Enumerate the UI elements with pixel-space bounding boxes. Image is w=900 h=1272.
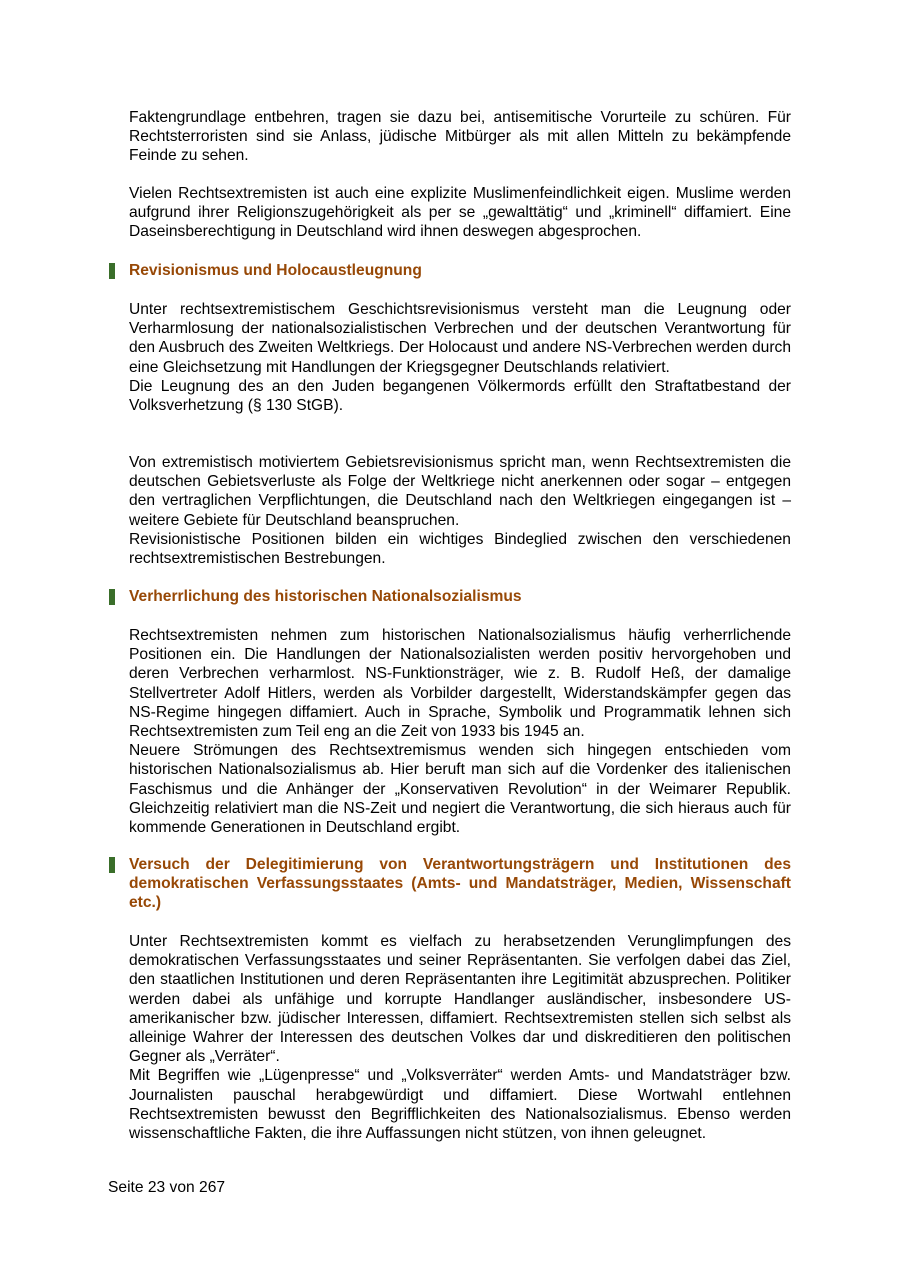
section-heading-verherrlichung: Verherrlichung des historischen Nationalsozialismus (129, 588, 522, 605)
section-paragraph: Die Leugnung des an den Juden begangenen Völkermords erfüllt den Straftatbestand der Volksverhetzung (§ 130 StGB). (129, 377, 791, 415)
section-paragraph: Unter Rechtsextremisten kommt es vielfach zu herabsetzenden Verunglimpfungen des demokratischen Verfassungsstaates und seiner Repräsentanten. Sie verfolgen dabei das Ziel, den staatlichen Institutionen und deren Repräsentanten ihre Legitimität abzusprechen. Politiker werden dabei als unfähige und korrupte Handlanger ausländischer, insbesondere US-amerikanischer bzw. jüdischer Interessen, diffamiert. Rechtsextremisten stellen sich selbst als alleinige Wahrer der Interessen des deutschen Volkes dar und diskreditieren den politischen Gegner als „Verräter“. (129, 933, 791, 1066)
section-delegitimierung-block (129, 932, 791, 1143)
section-paragraph: Neuere Strömungen des Rechtsextremismus wenden sich hingegen entschieden vom historischen Nationalsozialismus ab. Hier beruft man sich auf die Vordenker des italienischen Faschismus und die Anhänger der „Konservativen Revolution“ in der Weimarer Republik. Gleichzeitig relativiert man die NS-Zeit und negiert die Verantwortung, die sich hieraus auch für kommende Generationen in Deutschland ergibt. (129, 742, 791, 837)
section-paragraph: Unter rechtsextremistischem Geschichtsrevisionismus versteht man die Leugnung oder Verharmlosung der nationalsozialistischen Verbrechen und der deutschen Verantwortung für den Ausbruch des Zweiten Weltkriegs. Der Holocaust und andere NS-Verbrechen werden durch eine Gleichsetzung mit Handlungen der Kriegsgegner Deutschlands relativiert. (129, 301, 791, 376)
intro-block-2 (129, 184, 791, 242)
section-heading-delegitimierung: Versuch der Delegitimierung von Verantwortungsträgern und Institutionen des demokratischen Verfassungsstaates (Amts- und Mandatsträger, Medien, Wissenschaft etc.) (129, 856, 791, 912)
section-paragraph: Revisionistische Positionen bilden ein wichtiges Bindeglied zwischen den verschiedenen rechtsextremistischen Bestrebungen. (129, 530, 791, 568)
intro-paragraph-2: Vielen Rechtsextremisten ist auch eine explizite Muslimenfeindlichkeit eigen. Muslime werden aufgrund ihrer Religionszugehörigkeit als per se „gewalttätig“ und „kriminell“ diffamiert. Eine Daseinsberechtigung in Deutschland wird ihnen deswegen abgesprochen. (129, 185, 791, 241)
intro-block (129, 108, 791, 166)
section-revisionismus-block-2 (129, 453, 791, 568)
page-number: Seite 23 von 267 (108, 1179, 226, 1196)
section-marker-icon (109, 857, 115, 873)
section-paragraph: Mit Begriffen wie „Lügenpresse“ und „Volksverräter“ werden Amts- und Mandatsträger bzw. Journalisten pauschal herabgewürdigt und diffamiert. Diese Wortwahl entlehnen Rechtsextremisten bewusst den Begrifflichkeiten des Nationalsozialismus. Ebenso werden wissenschaftliche Fakten, die ihre Auffassungen nicht stützen, von ihnen geleugnet. (129, 1067, 791, 1143)
section-marker-icon (109, 263, 115, 279)
intro-paragraph-1: Faktengrundlage entbehren, tragen sie dazu bei, antisemitische Vorurteile zu schüren. Für Rechtsterroristen sind sie Anlass, jüdische Mitbürger als mit allen Mitteln zu bekämpfende Feinde zu sehen. (129, 109, 791, 165)
section-paragraph: Von extremistisch motiviertem Gebietsrevisionismus spricht man, wenn Rechtsextremisten die deutschen Gebietsverluste als Folge der Weltkriege nicht anerkennen oder sogar – entgegen den vertraglichen Verpflichtungen, die Deutschland nach den Weltkriegen eingegangen ist – weitere Gebiete für Deutschland beanspruchen. (129, 454, 791, 529)
section-paragraph: Rechtsextremisten nehmen zum historischen Nationalsozialismus häufig verherrlichende Positionen ein. Die Handlungen der Nationalsozialisten werden positiv hervorgehoben und deren Verbrechen verharmlost. NS-Funktionsträger, wie z. B. Rudolf Heß, der damalige Stellvertreter Adolf Hitlers, werden als Vorbilder dargestellt, Widerstandskämpfer gegen das NS-Regime hingegen diffamiert. Auch in Sprache, Symbolik und Programmatik lehnen sich Rechtsextremisten zum Teil eng an die Zeit von 1933 bis 1945 an. (129, 627, 791, 741)
section-verherrlichung-block (129, 626, 791, 837)
section-marker-icon (109, 589, 115, 605)
section-revisionismus-block-1 (129, 300, 791, 415)
section-heading-revisionismus: Revisionismus und Holocaustleugnung (129, 262, 422, 279)
